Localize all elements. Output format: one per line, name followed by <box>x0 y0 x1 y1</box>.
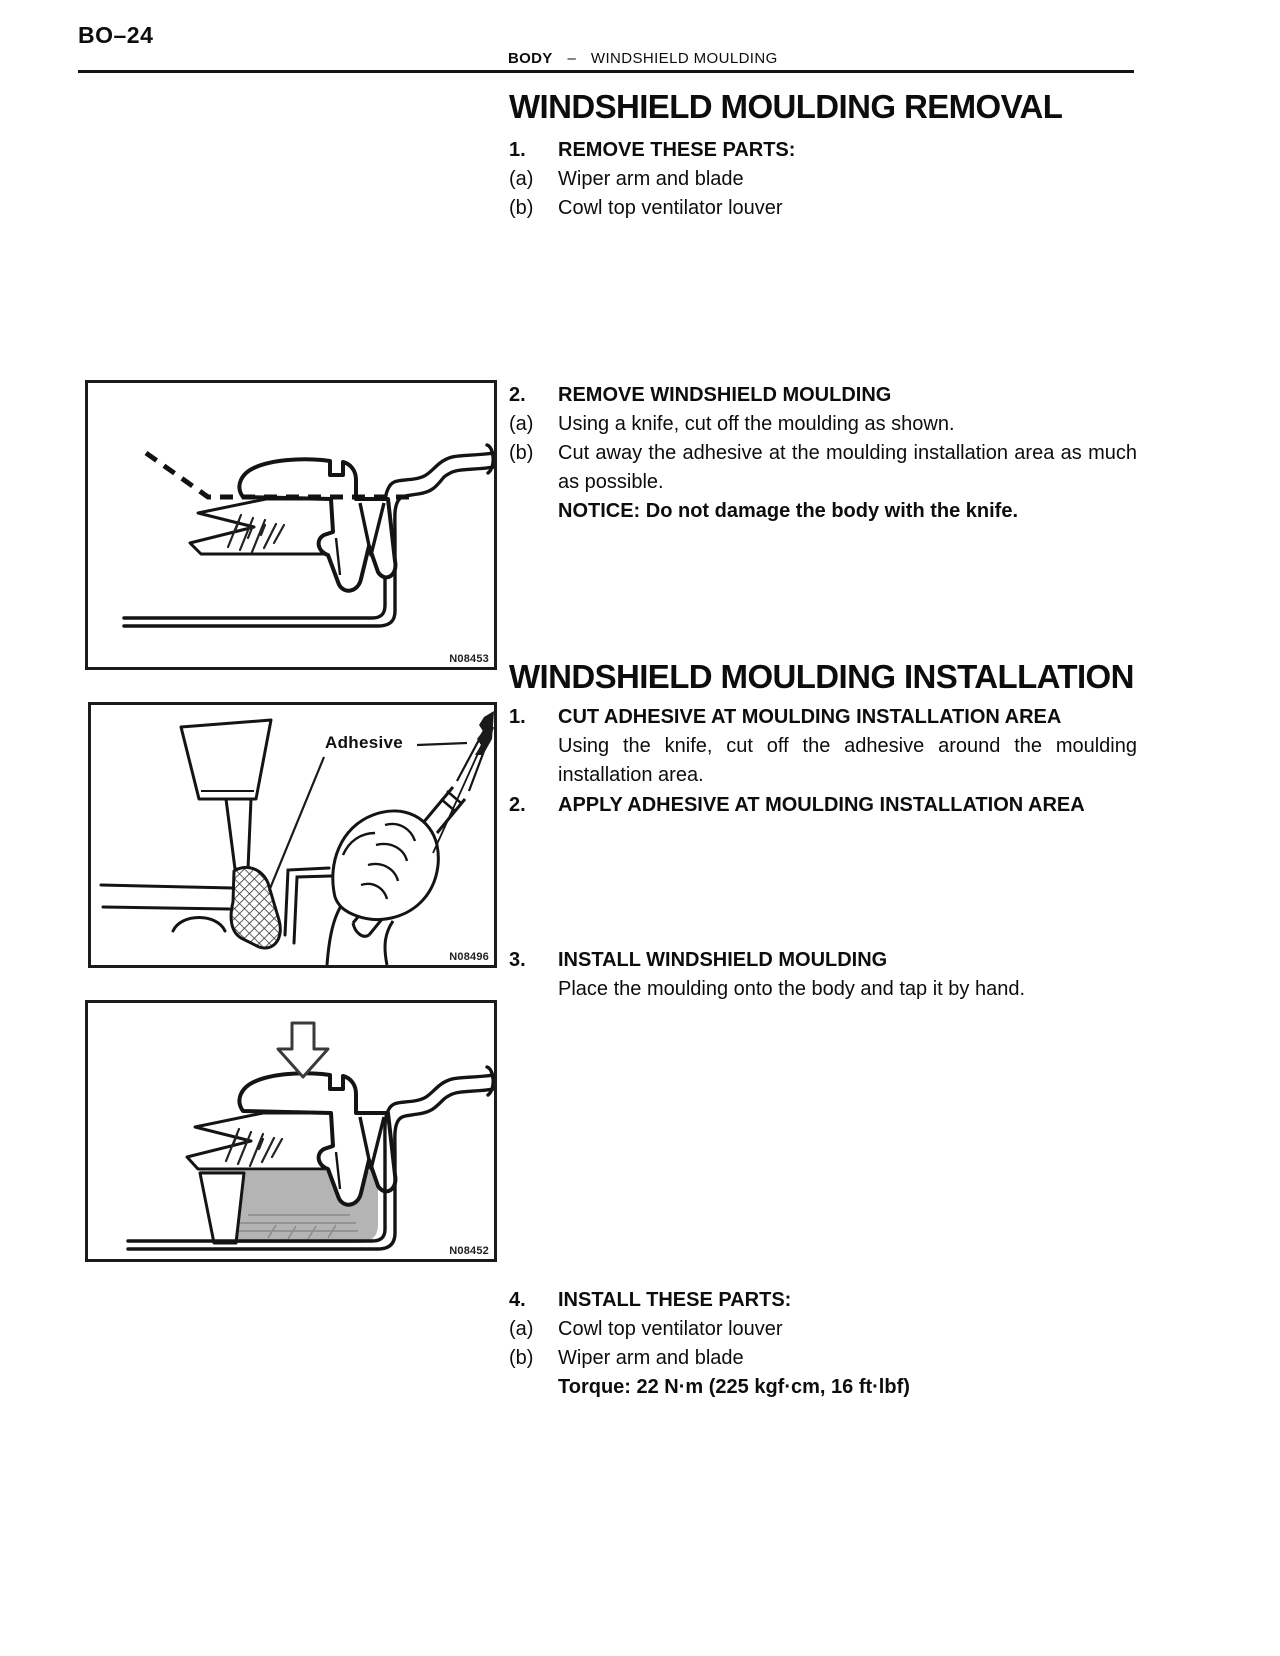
step-heading: INSTALL THESE PARTS: <box>558 1289 792 1311</box>
figure-moulding-installation <box>85 1000 497 1262</box>
step-heading-row <box>509 703 1137 732</box>
header-rule <box>78 70 1134 73</box>
step-heading: APPLY ADHESIVE AT MOULDING INSTALLATION AREA <box>558 794 1085 816</box>
moulding-install-diagram <box>88 1003 494 1259</box>
installation-step-1 <box>509 703 1137 790</box>
glass-cross-section <box>187 1113 333 1169</box>
figure-moulding-removal <box>85 380 497 670</box>
header-subsection: WINDSHIELD MOULDING <box>590 50 778 67</box>
item-text: Cowl top ventilator louver <box>558 1318 783 1340</box>
item-label: (b) <box>509 442 534 464</box>
installation-step-3 <box>509 946 1137 1004</box>
item-text: Wiper arm and blade <box>558 1347 744 1369</box>
step-number: 2. <box>509 794 526 816</box>
removal-title: WINDSHIELD MOULDING REMOVAL <box>509 88 1063 125</box>
step-number: 1. <box>509 706 526 728</box>
header-section: BODY <box>508 50 553 67</box>
item-label: (b) <box>509 197 534 219</box>
item-text: Cowl top ventilator louver <box>558 197 783 219</box>
step-number: 3. <box>509 949 526 971</box>
list-item <box>509 439 1137 497</box>
moulding-cut-diagram <box>88 383 494 667</box>
removal-step-1 <box>509 136 1137 223</box>
header-separator: – <box>567 50 576 67</box>
list-item <box>509 1315 1137 1344</box>
figure-code: N08452 <box>449 1245 489 1257</box>
step-number: 2. <box>509 384 526 406</box>
step-body-text: Place the moulding onto the body and tap it by hand. <box>558 978 1026 1000</box>
list-item <box>509 410 1137 439</box>
removal-step-2 <box>509 381 1137 526</box>
adhesive-label: Adhesive <box>325 733 403 752</box>
list-item <box>509 165 1137 194</box>
step-number: 4. <box>509 1289 526 1311</box>
item-label: (b) <box>509 1347 534 1369</box>
notice-text: NOTICE: Do not damage the body with the knife. <box>558 500 1019 522</box>
figure-adhesive-application <box>88 702 497 968</box>
list-item <box>509 1344 1137 1373</box>
step-heading-row <box>509 1286 1137 1315</box>
step-heading: REMOVE WINDSHIELD MOULDING <box>558 384 892 406</box>
adhesive-diagram <box>91 705 494 965</box>
item-label: (a) <box>509 1318 534 1340</box>
installation-step-2 <box>509 791 1137 820</box>
figure-code: N08496 <box>449 951 489 963</box>
installation-title: WINDSHIELD MOULDING INSTALLATION <box>509 658 1134 695</box>
step-heading-row <box>509 791 1137 820</box>
page-number: BO–24 <box>78 22 154 48</box>
step-heading: CUT ADHESIVE AT MOULDING INSTALLATION AREA <box>558 706 1062 728</box>
item-text: Using a knife, cut off the moulding as shown. <box>558 413 955 435</box>
step-heading-row <box>509 946 1137 975</box>
figure-code: N08453 <box>449 653 489 665</box>
down-arrow-icon <box>278 1023 328 1077</box>
item-label: (a) <box>509 168 534 190</box>
item-text: Wiper arm and blade <box>558 168 744 190</box>
knife <box>423 711 494 853</box>
item-label: (a) <box>509 413 534 435</box>
page-header <box>508 50 778 67</box>
step-heading: REMOVE THESE PARTS: <box>558 139 796 161</box>
step-number: 1. <box>509 139 526 161</box>
list-item <box>509 194 1137 223</box>
step-body-text: Using the knife, cut off the adhesive around the moulding installation area. <box>558 735 1137 786</box>
glass-cross-section <box>190 499 333 554</box>
step-heading-row <box>509 381 1137 410</box>
body-panel <box>101 868 331 943</box>
item-text: Cut away the adhesive at the moulding installation area as much as possible. <box>558 442 1137 493</box>
step-heading: INSTALL WINDSHIELD MOULDING <box>558 949 888 971</box>
installation-step-4 <box>509 1286 1137 1402</box>
adhesive-dam <box>200 1173 244 1243</box>
torque-text: Torque: 22 N·m (225 kgf·cm, 16 ft·lbf) <box>558 1376 910 1398</box>
step-heading-row <box>509 136 1137 165</box>
adhesive-gun-nozzle <box>181 720 271 869</box>
